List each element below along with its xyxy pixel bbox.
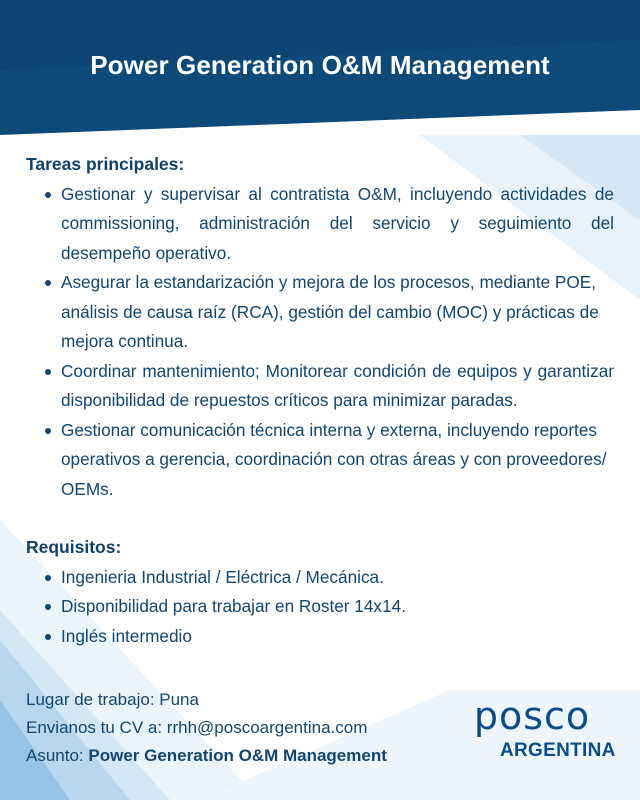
page-title: Power Generation O&M Management [90, 50, 550, 80]
bullet-icon [45, 192, 51, 198]
main-content [26, 150, 614, 651]
bullet-icon [45, 428, 51, 434]
tasks-list [26, 180, 614, 505]
subject-value: Power Generation O&M Management [88, 746, 387, 765]
bullet-icon [45, 634, 51, 640]
requirements-list [26, 563, 614, 652]
header-banner [0, 0, 640, 135]
list-item: Asegurar la estandarización y mejora de los procesos, mediante POE, análisis de causa raíz (RCA), gestión del cambio (MOC) y prácticas de mejora continua. [26, 268, 614, 357]
work-location: Lugar de trabajo: Puna [26, 690, 199, 709]
list-item: Coordinar mantenimiento; Monitorear condición de equipos y garantizar disponibilidad de repuestos críticos para minimizar paradas. [26, 357, 614, 416]
tasks-heading: Tareas principales: [26, 154, 185, 174]
logo-wordmark: posco [473, 694, 591, 738]
bullet-icon [45, 280, 51, 286]
bullet-icon [45, 575, 51, 581]
bullet-icon [45, 369, 51, 375]
logo-subtitle: ARGENTINA [500, 740, 616, 761]
email-line[interactable]: Envianos tu CV a: rrhh@poscoargentina.com [26, 718, 368, 737]
list-item: Disponibilidad para trabajar en Roster 14x14. [26, 592, 614, 622]
list-item: Ingenieria Industrial / Eléctrica / Mecánica. [26, 563, 614, 593]
bullet-icon [45, 604, 51, 610]
posco-argentina-logo [462, 694, 616, 770]
requirements-heading: Requisitos: [26, 537, 122, 557]
list-item: Gestionar y supervisar al contratista O&M, incluyendo actividades de commissioning, administración del servicio y seguimiento del desempeño operativo. [26, 180, 614, 269]
list-item: Gestionar comunicación técnica interna y externa, incluyendo reportes operativos a gerencia, coordinación con otras áreas y con proveedores/ OEMs. [26, 416, 614, 505]
list-item: Inglés intermedio [26, 622, 614, 652]
contact-info [26, 686, 387, 770]
subject-line: Asunto: Power Generation O&M Management [26, 746, 387, 765]
